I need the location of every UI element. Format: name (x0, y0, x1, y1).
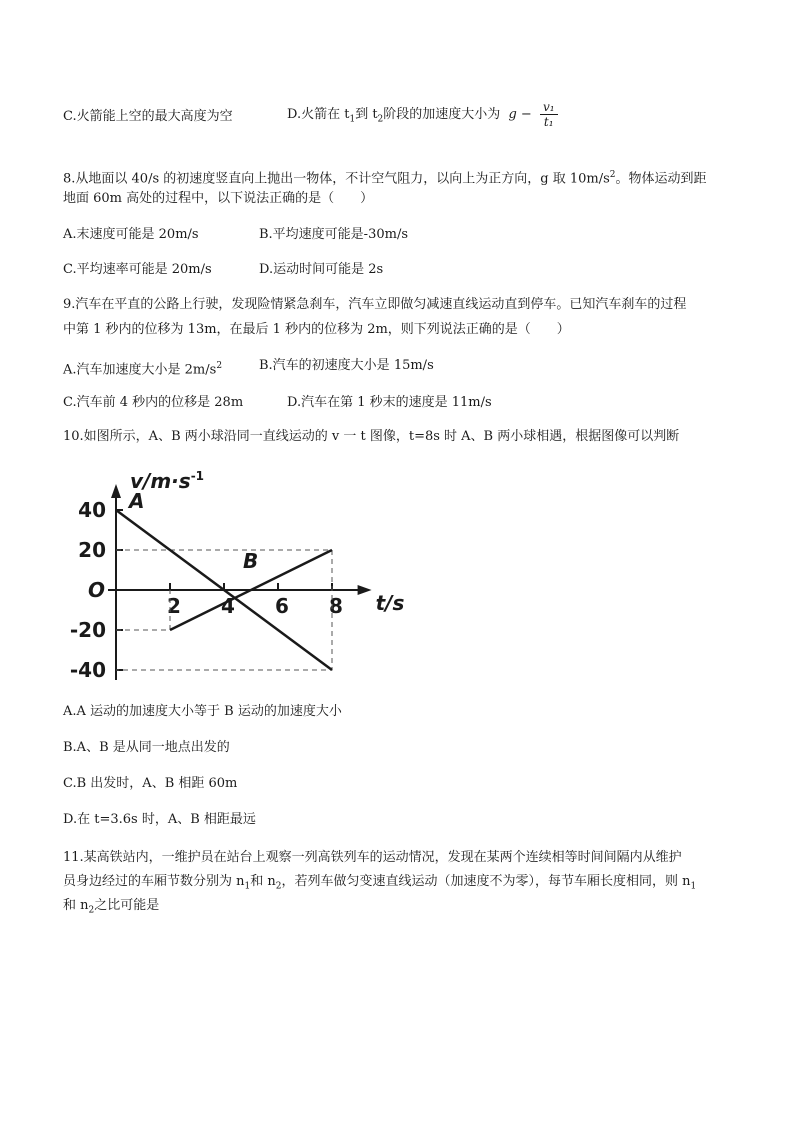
q8-stem-line2: 地面 60m 高处的过程中，以下说法正确的是（ ） (63, 191, 374, 206)
q7-option-d: D.火箭在 $t_1$到 $t_2$阶段的加速度大小为 g − $\frac{\text{v₁}}{\text{t₁}}$ (287, 100, 558, 129)
q10-option-c: C.B 出发时，A、B 相距 60m (63, 776, 238, 791)
q9-option-b: B.汽车的初速度大小是 15m/s (259, 358, 434, 373)
q10-option-d: D.在 t=3.6s 时，A、B 相距最远 (63, 812, 256, 827)
q10-stem: 10.如图所示，A、B 两小球沿同一直线运动的 v 一 t 图像，t=8s 时 A、B 两小球相遇，根据图像可以判断 (63, 429, 680, 444)
vt-graph (60, 455, 405, 680)
q11-stem-line1: 11.某高铁站内，一维护员在站台上观察一列高铁列车的运动情况，发现在某两个连续相等时间间隔内从维护 (63, 850, 682, 865)
y-axis-arrow (111, 484, 121, 498)
q8-option-b: B.平均速度可能是-30m/s (259, 227, 408, 242)
formula-fraction: $\frac{\text{v₁}}{\text{t₁}}$ (540, 100, 558, 129)
q9-stem-line1: 9.汽车在平直的公路上行驶，发现险情紧急刹车，汽车立即做匀减速直线运动直到停车。已知汽车刹车的过程 (63, 297, 687, 312)
q8-option-c: C.平均速率可能是 20m/s (63, 262, 212, 277)
x-axis-label: t/s (375, 591, 405, 615)
y-tick-label: -40 (69, 658, 106, 680)
q7-option-c: C.火箭能上空的最大高度为空 (63, 109, 233, 124)
guide-lines-b-start (116, 590, 170, 630)
origin-label: O (88, 578, 106, 602)
y-axis-label: $v/m\cdot s^{-1}$ (130, 469, 205, 493)
x-axis-arrow (358, 585, 372, 595)
y-tick-label: 40 (78, 498, 106, 522)
x-tick-label: 4 (221, 594, 235, 618)
q9-option-a: A.汽车加速度大小是 $2m/s^2$ (63, 361, 223, 378)
q9-option-d: D.汽车在第 1 秒末的速度是 11m/s (287, 395, 492, 410)
q11-stem-line3: 和 $n_2$之比可能是 (63, 898, 160, 916)
q9-stem-line2: 中第 1 秒内的位移为 13m，在最后 1 秒内的位移为 2m，则下列说法正确的是（ ） (63, 322, 570, 337)
series-label-b: B (243, 549, 259, 573)
x-tick-label: 6 (275, 594, 289, 618)
x-tick-label: 2 (167, 594, 181, 618)
y-tick-label: -20 (69, 618, 106, 642)
q10-option-a: A.A 运动的加速度大小等于 B 运动的加速度大小 (63, 704, 342, 719)
q10-option-b: B.A、B 是从同一地点出发的 (63, 740, 230, 755)
q8-option-d: D.运动时间可能是 2s (259, 262, 384, 277)
q11-stem-line2: 员身边经过的车厢节数分别为 $n_1$和 $n_2$，若列车做匀变速直线运动（加速度不为零），每节车厢长度相同，则 $n_1$ (63, 874, 697, 892)
q9-option-c: C.汽车前 4 秒内的位移是 28m (63, 395, 244, 410)
formula-g: g (508, 107, 517, 122)
y-tick-label: 20 (78, 538, 106, 562)
x-tick-label: 8 (329, 594, 343, 618)
q8-stem-line1: 8.从地面以 40/s 的初速度竖直向上抛出一物体，不计空气阻力，以向上为正方向，g 取 $10m/s^2$。物体运动到距 (63, 170, 707, 187)
formula-minus: − (520, 107, 532, 122)
series-label-a: A (129, 489, 145, 513)
q8-option-a: A.末速度可能是 20m/s (63, 227, 199, 242)
